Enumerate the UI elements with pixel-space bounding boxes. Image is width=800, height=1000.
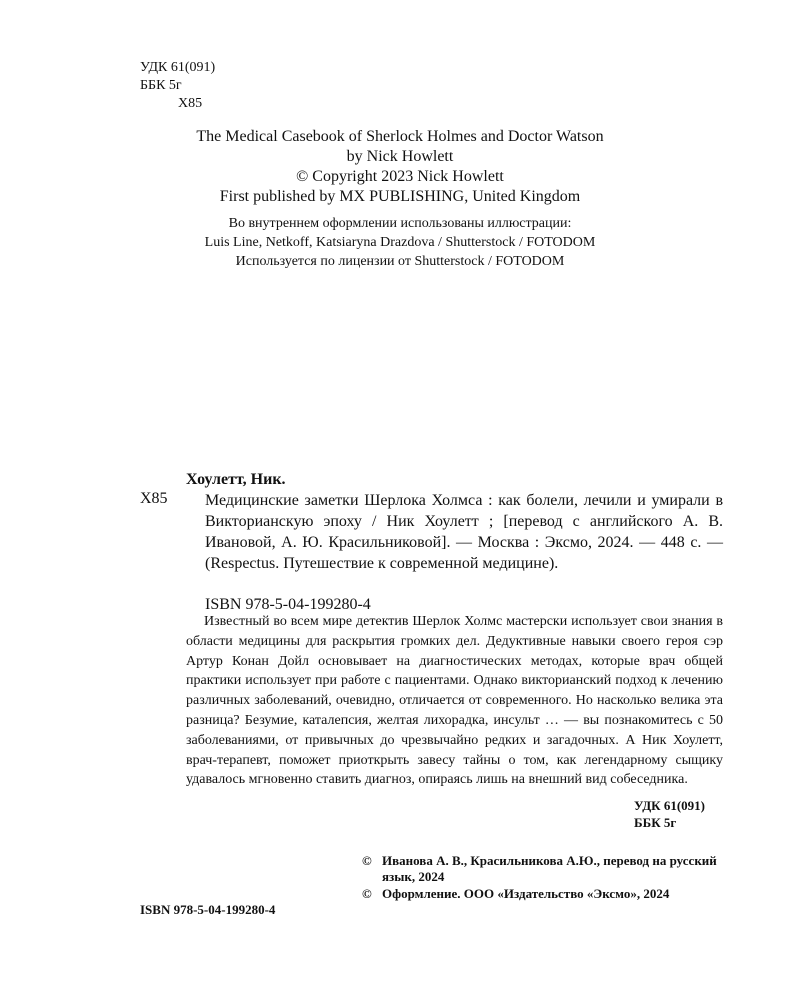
copyright-translation: Иванова А. В., Красильникова А.Ю., перевод на русский язык, 2024 bbox=[382, 853, 717, 884]
bbk-code: ББК 5г bbox=[140, 78, 182, 93]
annotation: Известный во всем мире детектив Шерлок Холмс мастерски использует свои знания в области медицины для раскрытия громких дел. Дедуктивные навыки своего героя сэр Артур Конан Дойл основывает на диагностических методах, которые врач общей практики использует при работе с пациентами. Однако викторианский подход к лечению различных заболеваний, очевидно, отличается от современного. Но насколько велика эта разница? Безумие, каталепсия, желтая лихорадка, инсульт … — вы познакомитесь с 50 заболеваниями, от привычных до чрезвычайно редких и загадочных. А Ник Хоулетт, врач-терапевт, поможет приоткрыть завесу тайны о том, как легендарному сыщику удавалось мгновенно ставить диагноз, опираясь лишь на внешний вид собеседника. bbox=[186, 614, 723, 788]
copyright-notice bbox=[362, 853, 722, 885]
copyright-notice bbox=[362, 886, 722, 902]
catalog-bbk: ББК 5г bbox=[634, 815, 677, 830]
original-copyright: © Copyright 2023 Nick Howlett bbox=[296, 168, 504, 185]
catalog-author-heading: Хоулетт, Ник. bbox=[186, 471, 286, 488]
original-title: The Medical Casebook of Sherlock Holmes and Doctor Watson bbox=[196, 128, 604, 145]
original-publisher: First published by MX PUBLISHING, United Kingdom bbox=[219, 188, 581, 205]
illustration-credits bbox=[120, 214, 680, 271]
udk-code: УДК 61(091) bbox=[140, 60, 216, 75]
illustration-credit-line: Во внутреннем оформлении использованы иллюстрации: bbox=[228, 216, 572, 231]
copyright-symbol: © bbox=[362, 886, 372, 901]
author-sign: Х85 bbox=[178, 96, 203, 111]
catalog-udk: УДК 61(091) bbox=[634, 798, 706, 813]
bibliographic-description: Медицинские заметки Шерлока Холмса : как болели, лечили и умирали в Викторианскую эпоху / Ник Хоулетт ; [перевод с английского А. В. Ивановой, А. Ю. Красильниковой]. — Москва : Эксмо, 2024. — 448 с. — (Respectus. Путешествие к современной медицине). bbox=[205, 492, 723, 572]
catalog-author-code: Х85 bbox=[140, 490, 168, 507]
catalog-isbn: ISBN 978-5-04-199280-4 bbox=[205, 596, 371, 613]
copyright-symbol: © bbox=[362, 853, 372, 868]
classification-codes bbox=[140, 59, 215, 113]
original-author: by Nick Howlett bbox=[346, 148, 454, 165]
copyright-design: Оформление. ООО «Издательство «Эксмо», 2024 bbox=[382, 886, 670, 901]
catalog-classification-codes bbox=[634, 797, 705, 831]
footer-isbn: ISBN 978-5-04-199280-4 bbox=[140, 902, 276, 917]
copyright-notices bbox=[362, 853, 722, 902]
original-edition-info bbox=[120, 127, 680, 207]
illustration-credit-line: Luis Line, Netkoff, Katsiaryna Drazdova / Shutterstock / FOTODOM bbox=[204, 235, 596, 250]
illustration-credit-line: Используется по лицензии от Shutterstock / FOTODOM bbox=[235, 254, 565, 269]
